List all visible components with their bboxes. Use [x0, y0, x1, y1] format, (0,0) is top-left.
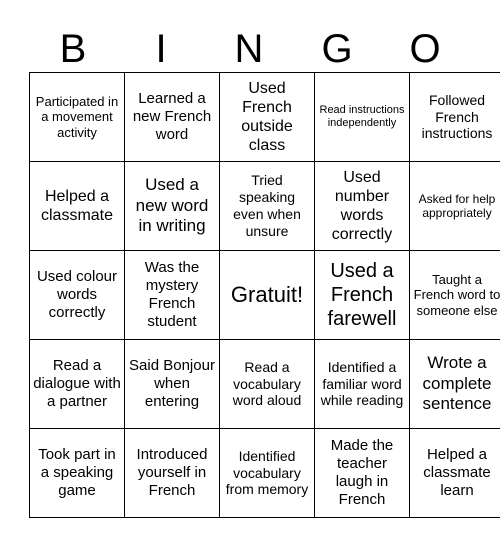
bingo-cell[interactable]: Read instructions independently: [315, 73, 410, 162]
bingo-cell[interactable]: Tried speaking even when unsure: [220, 162, 315, 251]
bingo-cell[interactable]: Participated in a movement activity: [30, 73, 125, 162]
bingo-cell[interactable]: Used French outside class: [220, 73, 315, 162]
bingo-header: [29, 26, 471, 72]
bingo-cell[interactable]: Used a French farewell: [315, 251, 410, 340]
bingo-cell[interactable]: Identified a familiar word while reading: [315, 340, 410, 429]
board-row: [30, 340, 500, 429]
header-letter-i: I: [155, 27, 167, 71]
bingo-cell[interactable]: Said Bonjour when entering: [125, 340, 220, 429]
bingo-cell[interactable]: Took part in a speaking game: [30, 429, 125, 518]
bingo-cell[interactable]: Used a new word in writing: [125, 162, 220, 251]
bingo-cell[interactable]: Made the teacher laugh in French: [315, 429, 410, 518]
bingo-cell[interactable]: Taught a French word to someone else: [410, 251, 500, 340]
header-letter-o: O: [409, 27, 441, 71]
bingo-cell[interactable]: Used number words correctly: [315, 162, 410, 251]
header-letter-b: B: [59, 27, 87, 71]
bingo-cell[interactable]: Identified vocabulary from memory: [220, 429, 315, 518]
bingo-board: [29, 72, 500, 518]
board-row: [30, 429, 500, 518]
bingo-cell[interactable]: Used colour words correctly: [30, 251, 125, 340]
bingo-cell[interactable]: Wrote a complete sentence: [410, 340, 500, 429]
board-row: [30, 162, 500, 251]
bingo-cell[interactable]: Read a dialogue with a partner: [30, 340, 125, 429]
board-row: [30, 73, 500, 162]
bingo-cell[interactable]: Asked for help appropriately: [410, 162, 500, 251]
bingo-cell[interactable]: Was the mystery French student: [125, 251, 220, 340]
bingo-cell[interactable]: Learned a new French word: [125, 73, 220, 162]
bingo-cell[interactable]: Helped a classmate learn: [410, 429, 500, 518]
bingo-cell[interactable]: Read a vocabulary word aloud: [220, 340, 315, 429]
header-letter-g: G: [321, 27, 353, 71]
bingo-cell[interactable]: Helped a classmate: [30, 162, 125, 251]
board-row: [30, 251, 500, 340]
bingo-cell[interactable]: Followed French instructions: [410, 73, 500, 162]
free-space-cell[interactable]: Gratuit!: [220, 251, 315, 340]
bingo-cell[interactable]: Introduced yourself in French: [125, 429, 220, 518]
header-letter-n: N: [234, 27, 264, 71]
